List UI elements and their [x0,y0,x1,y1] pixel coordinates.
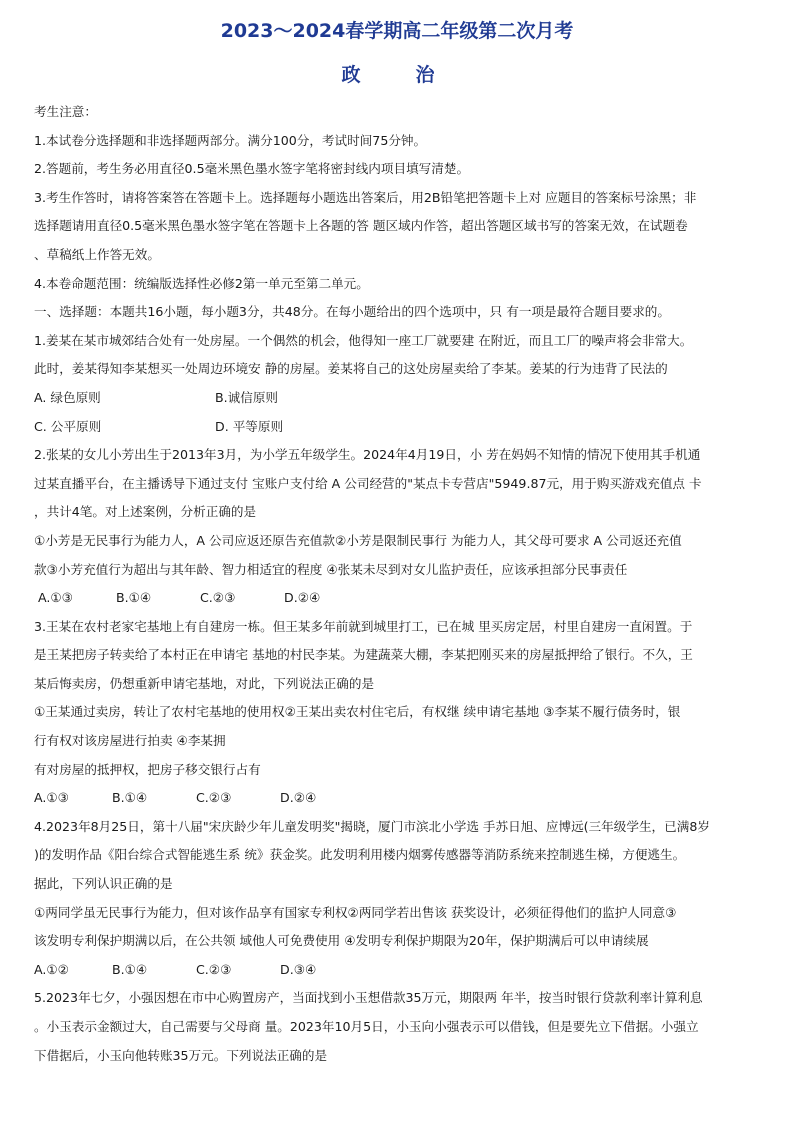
question-2-text: 2.张某的女儿小芳出生于2013年3月，为小学五年级学生。2024年4月19日，小 芳在妈妈不知情的情况下使用其手机通 [34,447,701,463]
option-c: C.②③ [200,590,236,606]
option-b: B.①④ [112,961,148,977]
notice-item: 3.考生作答时，请将答案答在答题卡上。选择题每小题选出答案后，用2B铅笔把答题卡上对 应题目的答案标号涂黑；非 [34,189,697,205]
question-4-options-row [34,956,774,985]
option-d: D.③④ [280,961,317,977]
question-5-text: 下借据后，小玉向他转账35万元。下列说法正确的是 [34,1047,328,1063]
question-2-statements: ①小芳是无民事行为能力人，A 公司应返还原告充值款②小芳是限制民事行 为能力人，其父母可要求 A 公司返还充值 [34,532,682,548]
notice-item: 4.本卷命题范围：统编版选择性必修2第一单元至第二单元。 [34,275,369,291]
notice-heading: 考生注意： [34,104,97,119]
question-2-statements: 款③小芳充值行为超出与其年龄、智力相适宜的程度 ④张某未尽到对女儿监护责任，应该承担部分民事责任 [34,561,628,577]
question-4-text: 4.2023年8月25日，第十八届"宋庆龄少年儿童发明奖"揭晓，厦门市滨北小学选 手苏日旭、应博远(三年级学生，已满8岁 [34,818,710,834]
notice-item: 2.答题前，考生务必用直径0.5毫米黑色墨水签字笔将密封线内项目填写清楚。 [34,161,470,177]
question-1-text: 此时，姜某得知李某想买一处周边环境安 静的房屋。姜某将自己的这处房屋卖给了李某。姜某的行为违背了民法的 [34,361,668,377]
option-b: B.①④ [112,790,148,806]
question-4-text: )的发明作品《阳台综合式智能逃生系 统》获金奖。此发明利用楼内烟雾传感器等消防系统来控制逃生梯，方便逃生。 [34,847,686,863]
question-1-options-row [34,384,774,413]
notice-item: 1.本试卷分选择题和非选择题两部分。满分100分，考试时间75分钟。 [34,132,427,148]
option-d: D.②④ [284,590,321,606]
option-a: A.①③ [38,590,73,606]
question-1-text: 1.姜某在某市城郊结合处有一处房屋。一个偶然的机会，他得知一座工厂就要建 在附近，而且工厂的噪声将会非常大。 [34,332,693,348]
option-b: B.①④ [116,590,152,606]
question-2-text: 过某直播平台，在主播诱导下通过支付 宝账户支付给 A 公司经营的"某点卡专营店"5949.87元，用于购买游戏充值点 卡 [34,475,702,491]
question-4-statements: ①两同学虽无民事行为能力，但对该作品享有国家专利权②两同学若出售该 获奖设计，必须征得他们的监护人同意③ [34,904,677,920]
question-3-statements: 有对房屋的抵押权，把房子移交银行占有 [34,761,261,777]
question-2-text: ，共计4笔。对上述案例，分析正确的是 [34,504,257,520]
option-c: C.②③ [196,961,232,977]
option-a: A.①② [34,961,69,977]
question-3-text: 某后悔卖房，仍想重新申请宅基地，对此，下列说法正确的是 [34,675,375,691]
section-heading: 一、选择题：本题共16小题，每小题3分，共48分。在每小题给出的四个选项中，只 有一项是最符合题目要求的。 [34,304,670,320]
question-5-text: 。小玉表示金额过大，自己需要与父母商 量。2023年10月5日，小玉向小强表示可以借钱，但是要先立下借据。小强立 [34,1019,699,1034]
option-d: D.②④ [280,790,317,806]
option-b: B.诚信原则 [215,389,279,405]
question-3-statements: 行有权对该房屋进行拍卖 ④李某拥 [34,733,226,749]
exam-subject: 政 治 [341,64,453,86]
question-1-options-row [34,413,774,442]
exam-title: 2023～2024春学期高二年级第二次月考 [220,20,574,42]
notice-item: 、草稿纸上作答无效。 [34,246,160,262]
option-c: C. 公平原则 [34,418,102,434]
question-3-text: 是王某把房子转卖给了本村正在申请宅 基地的村民李某。为建蔬菜大棚，李某把刚买来的房屋抵押给了银行。不久，王 [34,647,693,663]
option-d: D. 平等原则 [215,418,284,434]
option-a: A.①③ [34,790,69,806]
option-c: C.②③ [196,790,232,806]
question-3-options-row [34,784,774,813]
exam-body [34,98,774,1070]
question-2-options-row [34,584,774,613]
question-4-text: 据此，下列认识正确的是 [34,876,173,892]
option-a: A. 绿色原则 [34,389,101,405]
question-3-text: 3.王某在农村老家宅基地上有自建房一栋。但王某多年前就到城里打工，已在城 里买房定居，村里自建房一直闲置。于 [34,618,693,634]
question-4-statements: 该发明专利保护期满以后，在公共领 域他人可免费使用 ④发明专利保护期限为20年，保护期满后可以申请续展 [34,933,649,949]
question-5-text: 5.2023年七夕，小强因想在市中心购置房产，当面找到小玉想借款35万元，期限两 年半，按当时银行贷款利率计算利息 [34,990,703,1006]
question-3-statements: ①王某通过卖房，转让了农村宅基地的使用权②王某出卖农村住宅后，有权继 续申请宅基地 ③李某不履行债务时，银 [34,704,681,720]
notice-item: 选择题请用直径0.5毫米黑色墨水签字笔在答题卡上各题的答 题区域内作答，超出答题区域书写的答案无效，在试题卷 [34,218,688,234]
